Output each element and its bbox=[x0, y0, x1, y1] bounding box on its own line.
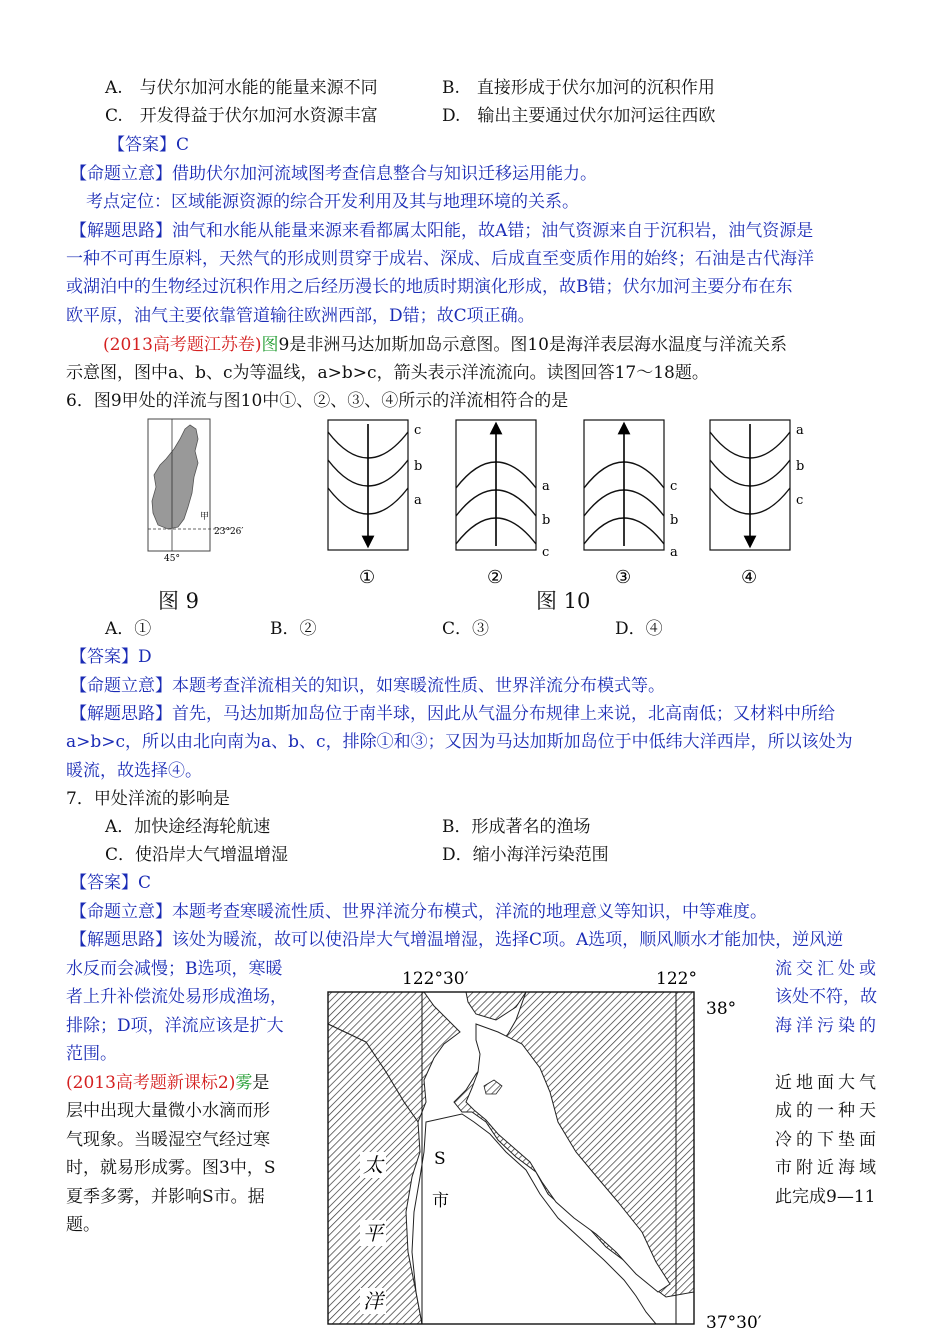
madagascar-island bbox=[152, 425, 198, 529]
q9-fog: 雾 bbox=[235, 1073, 253, 1093]
q7-analysis-1: 【解题思路】该处为暖流，故可以使沿岸大气增温增湿，选择C项。A选项，顺风顺水才能加快，逆风逆 bbox=[70, 930, 844, 950]
fig9-madagascar-map bbox=[140, 415, 250, 565]
q7-right-1: 流交汇处或 bbox=[775, 959, 880, 979]
map3-lat1: 38° bbox=[706, 999, 737, 1019]
q5-analysis-2: 一种不可再生原料，天然气的形成则贯穿于成岩、深成、后成直至变质作用的始终；石油是古代海洋 bbox=[66, 249, 814, 269]
q5-option-c: C. 开发得益于伏尔加河水资源丰富 bbox=[105, 106, 378, 126]
isotherm-label-b: b bbox=[796, 459, 805, 474]
intro-line-1-rest: 9是非洲马达加斯加岛示意图。图10是海洋表层海水温度与洋流关系 bbox=[278, 335, 787, 355]
q5-option-b: B. 直接形成于伏尔加河的沉积作用 bbox=[442, 78, 715, 98]
q9-right-3: 冷的下垫面 bbox=[775, 1130, 880, 1150]
q9-right-5: 此完成9—11 bbox=[775, 1187, 876, 1207]
q6-option-d: D．④ bbox=[615, 619, 663, 639]
q9-left-1-rest: 是 bbox=[252, 1073, 270, 1093]
q9-right-2: 成的一种天 bbox=[775, 1101, 880, 1121]
panel-number: ② bbox=[487, 567, 504, 588]
q6-analysis-3: 暖流，故选择④。 bbox=[66, 761, 202, 781]
isotherm-label-c: c bbox=[414, 423, 422, 438]
q7-option-d: D．缩小海洋污染范围 bbox=[442, 845, 609, 865]
fig10-panel-1 bbox=[328, 420, 422, 588]
q9-source: (2013高考题新课标2) bbox=[66, 1073, 236, 1093]
map3-ocean-3: 洋 bbox=[363, 1289, 383, 1313]
panel-number: ③ bbox=[615, 567, 632, 588]
q6-analysis-1: 【解题思路】首先，马达加斯加岛位于南半球，因此从气温分布规律上来说，北高南低；又材料中所给 bbox=[70, 704, 835, 724]
q5-answer: 【答案】C bbox=[108, 135, 190, 155]
map-jia-label: 甲 bbox=[200, 512, 210, 522]
fig10-caption: 图 10 bbox=[536, 589, 591, 613]
q6-option-b: B．② bbox=[270, 619, 317, 639]
q6-answer: 【答案】D bbox=[70, 647, 152, 667]
isotherm-label-c: c bbox=[796, 493, 804, 508]
q9-left-4: 时，就易形成雾。图3中，S bbox=[66, 1158, 276, 1178]
q7-option-c: C．使沿岸大气增温增湿 bbox=[105, 845, 289, 865]
q9-left-1 bbox=[66, 1069, 269, 1098]
isotherm-label-b: b bbox=[542, 513, 551, 528]
q7-right-2: 该处不符，故 bbox=[775, 987, 877, 1007]
intro-fig-word: 图 bbox=[261, 335, 279, 355]
map3-lon2: 122° bbox=[656, 969, 697, 989]
q7-left-2: 者上升补偿流处易形成渔场， bbox=[66, 987, 287, 1007]
q7-intent: 【命题立意】本题考查寒暖流性质、世界洋流分布模式，洋流的地理意义等知识，中等难度。 bbox=[70, 902, 767, 922]
fig10-panel-3 bbox=[584, 420, 678, 588]
intro-source: (2013高考题江苏卷) bbox=[103, 335, 262, 355]
isotherm-label-c: c bbox=[542, 545, 550, 560]
fig10-panel-4 bbox=[710, 420, 804, 588]
isotherm-label-a: a bbox=[414, 493, 422, 508]
map3-lat2: 37°30′ bbox=[706, 1313, 762, 1333]
q5-analysis-1: 【解题思路】油气和水能从能量来源来看都属太阳能，故A错；油气资源来自于沉积岩，油气资源是 bbox=[70, 221, 814, 241]
q9-left-2: 层中出现大量微小水滴而形 bbox=[66, 1101, 270, 1121]
q7-left-1: 水反而会减慢；B选项，寒暖 bbox=[66, 959, 283, 979]
q7-right-3: 海洋污染的 bbox=[775, 1016, 880, 1036]
isotherm-label-b: b bbox=[670, 513, 679, 528]
q7-answer: 【答案】C bbox=[70, 873, 152, 893]
panel-number: ④ bbox=[741, 567, 758, 588]
q6-option-c: C．③ bbox=[442, 619, 490, 639]
q5-option-d: D. 输出主要通过伏尔加河运往西欧 bbox=[442, 106, 716, 126]
q5-option-a: A. 与伏尔加河水能的能量来源不同 bbox=[105, 78, 378, 98]
intro-line-1 bbox=[103, 331, 787, 359]
q5-analysis-4: 欧平原，油气主要依靠管道输往欧洲西部，D错；故C项正确。 bbox=[66, 306, 535, 326]
intro-line-2: 示意图，图中a、b、c为等温线，a>b>c，箭头表示洋流流向。读图回答17～18题。 bbox=[66, 363, 709, 383]
q7-left-4: 范围。 bbox=[66, 1044, 117, 1064]
map3-ocean-1: 太 bbox=[363, 1153, 383, 1177]
q9-right-1: 近地面大气 bbox=[775, 1073, 880, 1093]
isotherm-label-b: b bbox=[414, 459, 423, 474]
q7-stem: 7．甲处洋流的影响是 bbox=[66, 789, 230, 809]
isotherm-label-a: a bbox=[542, 479, 550, 494]
q9-right-4: 市附近海域 bbox=[775, 1158, 880, 1178]
q5-intent: 【命题立意】借助伏尔加河流域图考查信息整合与知识迁移运用能力。 bbox=[70, 164, 597, 184]
q5-point: 考点定位：区域能源资源的综合开发利用及其与地理环境的关系。 bbox=[86, 192, 579, 212]
q7-option-a: A．加快途经海轮航速 bbox=[105, 817, 271, 837]
q9-left-5: 夏季多雾，并影响S市。据 bbox=[66, 1187, 265, 1207]
fig3-sf-map bbox=[326, 962, 766, 1342]
panel-number: ① bbox=[359, 567, 376, 588]
isotherm-label-a: a bbox=[796, 423, 804, 438]
q9-left-6: 题。 bbox=[66, 1215, 100, 1235]
map3-city-shi: 市 bbox=[432, 1191, 449, 1211]
q6-stem: 6．图9甲处的洋流与图10中①、②、③、④所示的洋流相符合的是 bbox=[66, 391, 569, 411]
q7-left-3: 排除；D项，洋流应该是扩大 bbox=[66, 1016, 284, 1036]
q7-option-b: B．形成著名的渔场 bbox=[442, 817, 591, 837]
q5-analysis-3: 或湖泊中的生物经过沉积作用之后经历漫长的地质时期演化形成，故B错；伏尔加河主要分布在东 bbox=[66, 277, 793, 297]
map-lon-label: 45° bbox=[164, 554, 180, 564]
q6-analysis-2: a>b>c，所以由北向南为a、b、c，排除①和③；又因为马达加斯加岛位于中低纬大洋西岸，所以该处为 bbox=[66, 732, 853, 752]
fig9-caption: 图 9 bbox=[158, 589, 200, 613]
fig10-panel-2 bbox=[456, 420, 550, 588]
map-lat-label: 23°26′ bbox=[214, 527, 244, 537]
fig10-currents bbox=[318, 410, 818, 590]
isotherm-label-a: a bbox=[670, 545, 678, 560]
isotherm-label-c: c bbox=[670, 479, 678, 494]
q6-option-a: A．① bbox=[105, 619, 152, 639]
map3-lon1: 122°30′ bbox=[402, 969, 469, 989]
q9-left-3: 气现象。当暖湿空气经过寒 bbox=[66, 1130, 270, 1150]
map3-ocean-2: 平 bbox=[363, 1221, 383, 1245]
map3-city-s: S bbox=[434, 1149, 446, 1169]
q6-intent: 【命题立意】本题考查洋流相关的知识，如寒暖流性质、世界洋流分布模式等。 bbox=[70, 676, 665, 696]
